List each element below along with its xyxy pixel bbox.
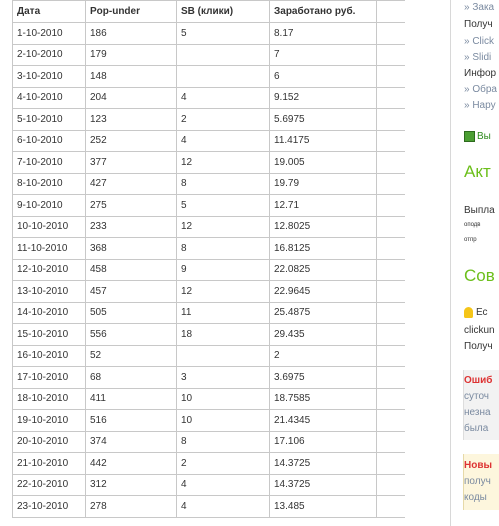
table-row bbox=[13, 23, 406, 45]
cell-empty bbox=[377, 216, 406, 238]
cell-date: 4-10-2010 bbox=[13, 87, 86, 109]
col-header-sb-clicks: SB (клики) bbox=[177, 1, 270, 23]
table-row bbox=[13, 345, 406, 367]
cell-popunder: 179 bbox=[86, 44, 177, 66]
cell-sb-clicks: 18 bbox=[177, 324, 270, 346]
cell-popunder: 186 bbox=[86, 23, 177, 45]
cell-sb-clicks: 2 bbox=[177, 109, 270, 131]
error-line-1: суточ bbox=[464, 391, 490, 402]
cell-popunder: 275 bbox=[86, 195, 177, 217]
cell-earned: 3.6975 bbox=[270, 367, 377, 389]
table-row bbox=[13, 66, 406, 88]
cell-empty bbox=[377, 496, 406, 518]
table-row bbox=[13, 496, 406, 518]
cell-sb-clicks: 12 bbox=[177, 281, 270, 303]
cell-empty bbox=[377, 87, 406, 109]
cell-empty bbox=[377, 130, 406, 152]
cell-earned: 13.485 bbox=[270, 496, 377, 518]
cell-date: 14-10-2010 bbox=[13, 302, 86, 324]
sidebar-link-4[interactable]: » Обра bbox=[464, 84, 497, 95]
cell-popunder: 123 bbox=[86, 109, 177, 131]
cell-sb-clicks: 3 bbox=[177, 367, 270, 389]
news-line-1: получ bbox=[464, 476, 491, 487]
cell-empty bbox=[377, 367, 406, 389]
col-header-earned: Заработано руб. bbox=[270, 1, 377, 23]
cell-popunder: 377 bbox=[86, 152, 177, 174]
sidebar-heading-tips: Сов bbox=[464, 266, 495, 285]
cell-date: 5-10-2010 bbox=[13, 109, 86, 131]
table-row bbox=[13, 410, 406, 432]
col-header-date: Дата bbox=[13, 1, 86, 23]
sidebar-link-5[interactable]: » Нару bbox=[464, 100, 496, 111]
table-row bbox=[13, 238, 406, 260]
cell-earned: 17.106 bbox=[270, 431, 377, 453]
cell-date: 23-10-2010 bbox=[13, 496, 86, 518]
cell-sb-clicks: 11 bbox=[177, 302, 270, 324]
sidebar-small-1: оподв bbox=[464, 222, 481, 228]
cell-sb-clicks bbox=[177, 66, 270, 88]
cell-empty bbox=[377, 302, 406, 324]
cell-earned: 12.8025 bbox=[270, 216, 377, 238]
cell-earned: 19.005 bbox=[270, 152, 377, 174]
cell-earned: 21.4345 bbox=[270, 410, 377, 432]
table-row bbox=[13, 453, 406, 475]
cell-earned: 8.17 bbox=[270, 23, 377, 45]
table-row bbox=[13, 173, 406, 195]
cell-sb-clicks: 5 bbox=[177, 195, 270, 217]
cell-date: 22-10-2010 bbox=[13, 474, 86, 496]
cell-empty bbox=[377, 195, 406, 217]
sidebar-small-2: отпр bbox=[464, 237, 477, 243]
news-notice-title: Новы bbox=[464, 460, 493, 471]
cell-sb-clicks: 9 bbox=[177, 259, 270, 281]
error-notice-title: Ошиб bbox=[464, 375, 493, 386]
cell-earned: 16.8125 bbox=[270, 238, 377, 260]
sidebar-link-3[interactable]: » Slidi bbox=[464, 52, 492, 63]
cell-date: 17-10-2010 bbox=[13, 367, 86, 389]
cell-popunder: 52 bbox=[86, 345, 177, 367]
cell-date: 9-10-2010 bbox=[13, 195, 86, 217]
cell-date: 15-10-2010 bbox=[13, 324, 86, 346]
cell-sb-clicks bbox=[177, 44, 270, 66]
cell-sb-clicks: 5 bbox=[177, 23, 270, 45]
download-icon bbox=[464, 131, 475, 142]
cell-earned: 6 bbox=[270, 66, 377, 88]
cell-popunder: 252 bbox=[86, 130, 177, 152]
cell-earned: 2 bbox=[270, 345, 377, 367]
cell-empty bbox=[377, 410, 406, 432]
sidebar-heading-news: Акт bbox=[464, 162, 491, 181]
sidebar-link-1[interactable]: » Зака bbox=[464, 2, 495, 13]
cell-popunder: 556 bbox=[86, 324, 177, 346]
cell-popunder: 148 bbox=[86, 66, 177, 88]
cell-empty bbox=[377, 152, 406, 174]
cell-empty bbox=[377, 66, 406, 88]
cell-date: 10-10-2010 bbox=[13, 216, 86, 238]
cell-popunder: 68 bbox=[86, 367, 177, 389]
cell-empty bbox=[377, 259, 406, 281]
cell-popunder: 411 bbox=[86, 388, 177, 410]
cell-popunder: 516 bbox=[86, 410, 177, 432]
cell-earned: 9.152 bbox=[270, 87, 377, 109]
cell-popunder: 442 bbox=[86, 453, 177, 475]
cell-date: 21-10-2010 bbox=[13, 453, 86, 475]
cell-date: 18-10-2010 bbox=[13, 388, 86, 410]
table-row bbox=[13, 130, 406, 152]
tip-line-2: clickun bbox=[464, 325, 495, 336]
cell-earned: 29.435 bbox=[270, 324, 377, 346]
cell-sb-clicks: 2 bbox=[177, 453, 270, 475]
tip-line-3: Получ bbox=[464, 341, 493, 352]
table-header-row bbox=[13, 1, 406, 23]
cell-date: 6-10-2010 bbox=[13, 130, 86, 152]
cell-sb-clicks: 10 bbox=[177, 388, 270, 410]
cell-empty bbox=[377, 474, 406, 496]
cell-popunder: 458 bbox=[86, 259, 177, 281]
table-row bbox=[13, 109, 406, 131]
sidebar-text-2: Инфор bbox=[464, 68, 497, 79]
cell-empty bbox=[377, 281, 406, 303]
cell-date: 11-10-2010 bbox=[13, 238, 86, 260]
cell-empty bbox=[377, 109, 406, 131]
table-row bbox=[13, 152, 406, 174]
cell-date: 20-10-2010 bbox=[13, 431, 86, 453]
cell-date: 16-10-2010 bbox=[13, 345, 86, 367]
cell-empty bbox=[377, 388, 406, 410]
sidebar-para-1: Выпла bbox=[464, 205, 495, 216]
error-line-2: незна bbox=[464, 407, 491, 418]
cell-empty bbox=[377, 324, 406, 346]
cell-popunder: 368 bbox=[86, 238, 177, 260]
cell-earned: 18.7585 bbox=[270, 388, 377, 410]
cell-empty bbox=[377, 238, 406, 260]
cell-date: 13-10-2010 bbox=[13, 281, 86, 303]
cell-date: 3-10-2010 bbox=[13, 66, 86, 88]
cell-empty bbox=[377, 173, 406, 195]
cell-sb-clicks: 8 bbox=[177, 238, 270, 260]
table-row bbox=[13, 474, 406, 496]
cell-earned: 14.3725 bbox=[270, 453, 377, 475]
cell-earned: 7 bbox=[270, 44, 377, 66]
cell-popunder: 278 bbox=[86, 496, 177, 518]
cell-sb-clicks: 8 bbox=[177, 173, 270, 195]
cell-earned: 14.3725 bbox=[270, 474, 377, 496]
download-link[interactable]: Вы bbox=[464, 131, 491, 142]
cell-popunder: 233 bbox=[86, 216, 177, 238]
cell-earned: 25.4875 bbox=[270, 302, 377, 324]
cell-earned: 22.9645 bbox=[270, 281, 377, 303]
cell-popunder: 374 bbox=[86, 431, 177, 453]
cell-date: 7-10-2010 bbox=[13, 152, 86, 174]
cell-sb-clicks: 8 bbox=[177, 431, 270, 453]
table-row bbox=[13, 388, 406, 410]
table-row bbox=[13, 216, 406, 238]
cell-sb-clicks: 4 bbox=[177, 87, 270, 109]
col-header-empty bbox=[377, 1, 406, 23]
cell-earned: 5.6975 bbox=[270, 109, 377, 131]
cell-earned: 19.79 bbox=[270, 173, 377, 195]
table-row bbox=[13, 324, 406, 346]
cell-popunder: 457 bbox=[86, 281, 177, 303]
cell-earned: 11.4175 bbox=[270, 130, 377, 152]
cell-popunder: 505 bbox=[86, 302, 177, 324]
sidebar-text-1: Получ bbox=[464, 19, 493, 30]
cell-popunder: 204 bbox=[86, 87, 177, 109]
cell-sb-clicks: 4 bbox=[177, 474, 270, 496]
table-row bbox=[13, 281, 406, 303]
sidebar-link-2[interactable]: » Click bbox=[464, 36, 495, 47]
cell-popunder: 427 bbox=[86, 173, 177, 195]
cell-sb-clicks: 4 bbox=[177, 496, 270, 518]
table-row bbox=[13, 195, 406, 217]
cell-empty bbox=[377, 453, 406, 475]
cell-date: 12-10-2010 bbox=[13, 259, 86, 281]
tip-line-1: Ес bbox=[464, 307, 488, 318]
table-row bbox=[13, 302, 406, 324]
cell-earned: 12.71 bbox=[270, 195, 377, 217]
cell-date: 19-10-2010 bbox=[13, 410, 86, 432]
cell-empty bbox=[377, 431, 406, 453]
cell-date: 8-10-2010 bbox=[13, 173, 86, 195]
right-sidebar bbox=[451, 0, 499, 526]
table-row bbox=[13, 431, 406, 453]
table-row bbox=[13, 44, 406, 66]
earnings-table bbox=[12, 0, 405, 518]
cell-sb-clicks: 12 bbox=[177, 152, 270, 174]
cell-sb-clicks: 10 bbox=[177, 410, 270, 432]
cell-empty bbox=[377, 345, 406, 367]
cell-popunder: 312 bbox=[86, 474, 177, 496]
lightbulb-icon bbox=[464, 307, 473, 318]
cell-empty bbox=[377, 23, 406, 45]
cell-date: 1-10-2010 bbox=[13, 23, 86, 45]
table-row bbox=[13, 367, 406, 389]
cell-sb-clicks: 12 bbox=[177, 216, 270, 238]
col-header-popunder: Pop-under bbox=[86, 1, 177, 23]
cell-earned: 22.0825 bbox=[270, 259, 377, 281]
news-line-2: коды bbox=[464, 492, 487, 503]
table-row bbox=[13, 259, 406, 281]
error-line-3: была bbox=[464, 423, 489, 434]
table-row bbox=[13, 87, 406, 109]
cell-empty bbox=[377, 44, 406, 66]
cell-sb-clicks: 4 bbox=[177, 130, 270, 152]
cell-date: 2-10-2010 bbox=[13, 44, 86, 66]
cell-sb-clicks bbox=[177, 345, 270, 367]
